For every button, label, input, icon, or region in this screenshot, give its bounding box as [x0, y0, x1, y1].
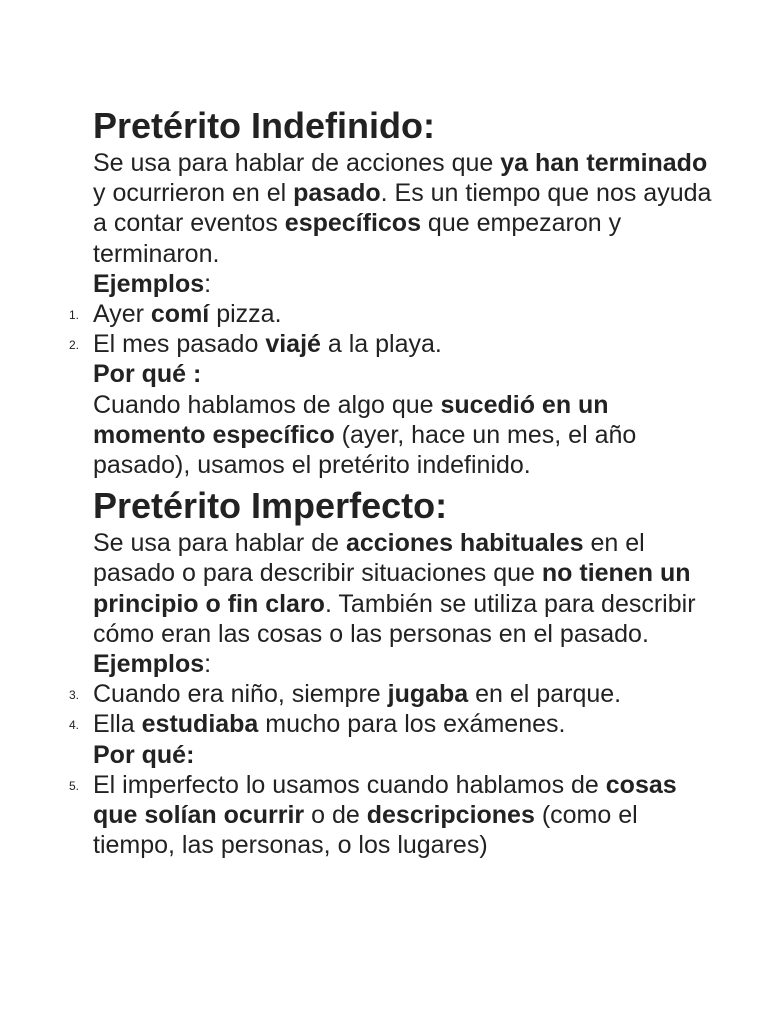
text-run: . También se utiliza para describir cómo eran las cosas o las personas en el pasado.: [93, 589, 696, 648]
list-item-text: [93, 710, 565, 738]
why-label: Por qué:: [93, 740, 195, 769]
text-run: en el pasado o para describir situaciones que: [93, 529, 645, 588]
text-run: Cuando hablamos de algo que: [93, 390, 441, 419]
examples-label: Ejemplos:: [93, 650, 212, 679]
text-run: Cuando era niño, siempre: [93, 680, 388, 709]
bold-text: ya han terminado: [500, 149, 708, 177]
examples-list-indefinido: [69, 299, 713, 359]
why-text-indefinido: [93, 390, 713, 481]
list-item: [69, 770, 713, 861]
examples-list-imperfecto: [69, 679, 713, 739]
bold-text: específicos: [284, 209, 421, 238]
list-number: 1.: [69, 308, 80, 323]
section-title-indefinido: Pretérito Indefinido:: [93, 105, 435, 146]
why-list-imperfecto: [69, 770, 713, 861]
text-run: Ella: [93, 710, 142, 739]
list-item-text: [93, 300, 282, 328]
text-run: (como el tiempo, las personas, o los lugares): [93, 801, 638, 860]
text-run: El mes pasado: [93, 330, 266, 359]
bold-text: descripciones: [366, 801, 535, 830]
text-run: (ayer, hace un mes, el año pasado), usamos el pretérito indefinido.: [93, 420, 637, 480]
list-item: [69, 329, 713, 359]
bold-text: sucedió en un momento específico: [93, 390, 609, 449]
bold-text: cosas que solían ocurrir: [93, 770, 677, 830]
list-item-text: [93, 330, 442, 358]
text-run: Se usa para hablar de acciones que: [93, 149, 501, 177]
document-body: [69, 104, 713, 860]
list-item: [69, 299, 713, 329]
text-run: en el parque.: [468, 680, 622, 709]
bold-text: jugaba: [387, 680, 469, 709]
list-item: [69, 709, 713, 739]
text-run: que empezaron y terminaron.: [93, 209, 622, 268]
section-intro-imperfecto: [93, 528, 713, 649]
bold-text: viajé: [265, 330, 321, 359]
bold-text: no tienen un principio o fin claro: [93, 559, 691, 618]
bold-text: estudiaba: [141, 710, 259, 739]
bold-text: comí: [150, 300, 210, 329]
section-title-imperfecto: Pretérito Imperfecto:: [93, 485, 448, 527]
text-run: a la playa.: [320, 330, 442, 359]
text-run: o de: [304, 801, 367, 830]
bold-text: pasado: [293, 179, 381, 208]
examples-label: Ejemplos:: [93, 269, 212, 298]
text-run: Ayer: [93, 300, 151, 329]
text-run: El imperfecto lo usamos cuando hablamos de: [93, 770, 606, 799]
text-run: y ocurrieron en el: [93, 179, 294, 208]
list-number: 2.: [69, 338, 80, 353]
why-label: Por qué :: [93, 360, 202, 389]
bold-text: acciones habituales: [345, 529, 584, 558]
text-run: . Es un tiempo que nos ayuda a contar eventos: [93, 179, 712, 238]
list-item-text: [93, 771, 677, 859]
list-item-text: [93, 680, 621, 708]
list-number: 4.: [69, 718, 80, 733]
text-run: pizza.: [209, 300, 282, 329]
section-intro-indefinido: [93, 148, 713, 269]
text-run: mucho para los exámenes.: [258, 710, 566, 739]
list-item: [69, 679, 713, 709]
list-number: 3.: [69, 688, 80, 703]
text-run: Se usa para hablar de: [93, 529, 346, 558]
list-number: 5.: [69, 778, 80, 793]
